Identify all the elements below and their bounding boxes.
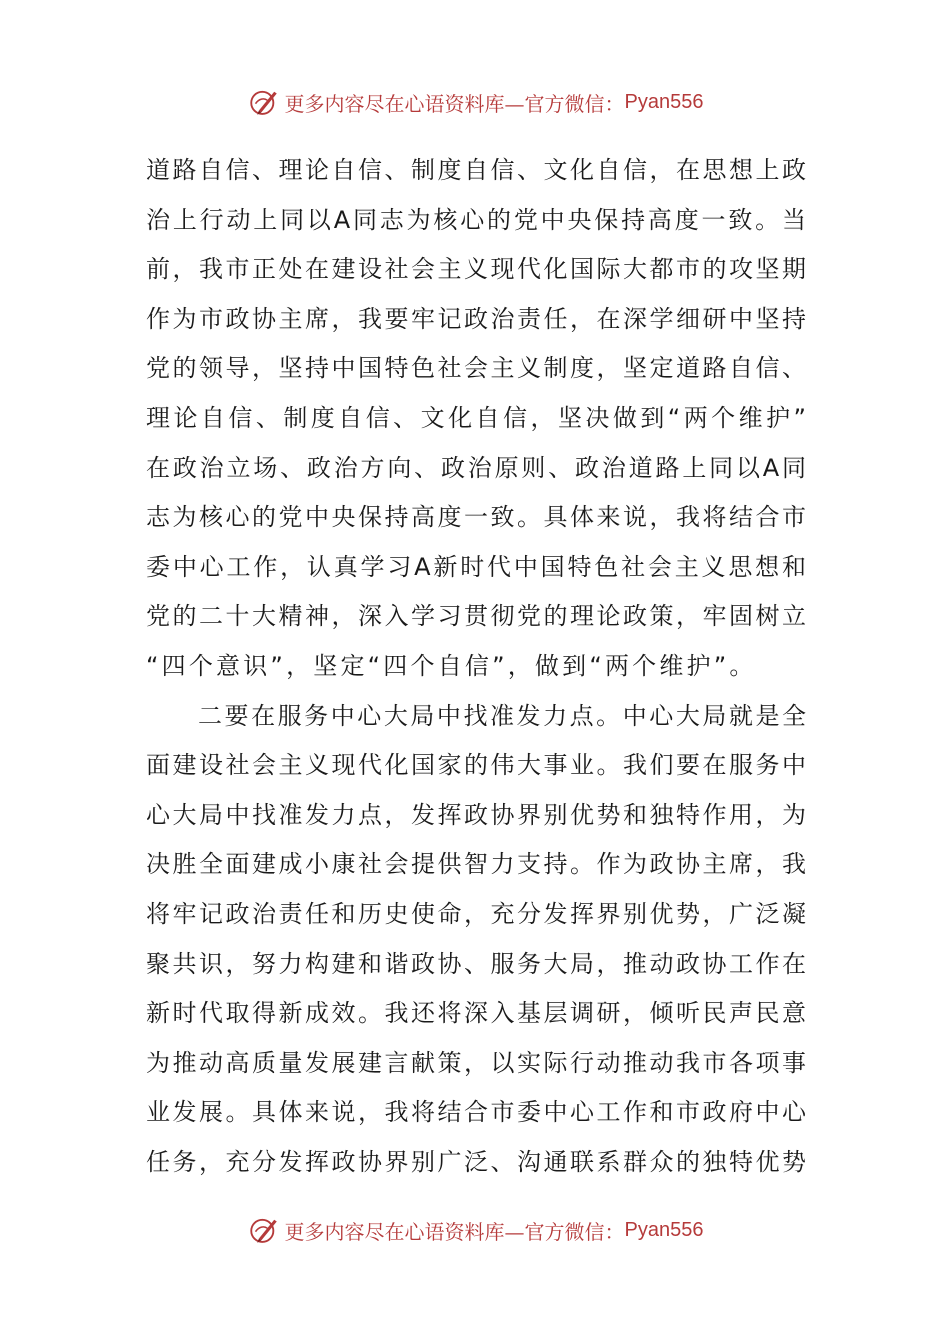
text-line: 志为核心的党中央保持高度一致。具体来说，我将结合市 [146, 503, 806, 532]
pen-logo-icon [247, 1213, 281, 1247]
text-line: 新时代取得新成效。我还将深入基层调研，倾听民声民意 [146, 999, 806, 1028]
text-line: 聚共识，努力构建和谐政协、服务大局，推动政协工作在 [146, 949, 806, 978]
text-line: 将牢记政治责任和历史使命，充分发挥界别优势，广泛凝 [146, 899, 806, 928]
footer-banner-text: 更多内容尽在心语资料库—官方微信： [284, 1219, 625, 1244]
text-line: 党的二十大精神，深入学习贯彻党的理论政策，牢固树立 [146, 602, 806, 631]
footer-wechat-id: Pyan556 [624, 1218, 704, 1241]
text-line: 心大局中找准发力点，发挥政协界别优势和独特作用，为 [146, 800, 806, 829]
text-line: 任务，充分发挥政协界别广泛、沟通联系群众的独特优势 [146, 1147, 806, 1176]
paragraph-start-line: 二要在服务中心大局中找准发力点。中心大局就是全 [198, 701, 806, 730]
document-body [146, 146, 806, 1187]
text-line: 委中心工作，认真学习A新时代中国特色社会主义思想和 [146, 552, 806, 581]
text-line: 党的领导，坚持中国特色社会主义制度，坚定道路自信、 [146, 354, 806, 383]
text-line: 治上行动上同以A同志为核心的党中央保持高度一致。当 [146, 205, 806, 234]
text-line: 道路自信、理论自信、制度自信、文化自信，在思想上政 [146, 156, 806, 184]
text-line: 在政治立场、政治方向、政治原则、政治道路上同以A同 [146, 453, 806, 482]
text-line: “四个意识”，坚定“四个自信”，做到“两个维护”。 [146, 651, 757, 680]
footer-watermark-banner [0, 1210, 950, 1250]
text-line: 面建设社会主义现代化国家的伟大事业。我们要在服务中 [146, 751, 806, 780]
text-line: 为推动高质量发展建言献策，以实际行动推动我市各项事 [146, 1048, 806, 1077]
text-line: 理论自信、制度自信、文化自信，坚决做到“两个维护” [146, 403, 806, 432]
header-watermark-banner [0, 82, 950, 122]
pen-logo-icon [247, 85, 281, 119]
text-line: 决胜全面建成小康社会提供智力支持。作为政协主席，我 [146, 850, 806, 879]
text-line: 作为市政协主席，我要牢记政治责任，在深学细研中坚持 [146, 304, 806, 333]
header-banner-text: 更多内容尽在心语资料库—官方微信： [284, 91, 625, 116]
header-wechat-id: Pyan556 [624, 90, 704, 113]
text-line: 前，我市正处在建设社会主义现代化国际大都市的攻坚期 [146, 255, 806, 284]
text-line: 业发展。具体来说，我将结合市委中心工作和市政府中心 [146, 1098, 806, 1127]
